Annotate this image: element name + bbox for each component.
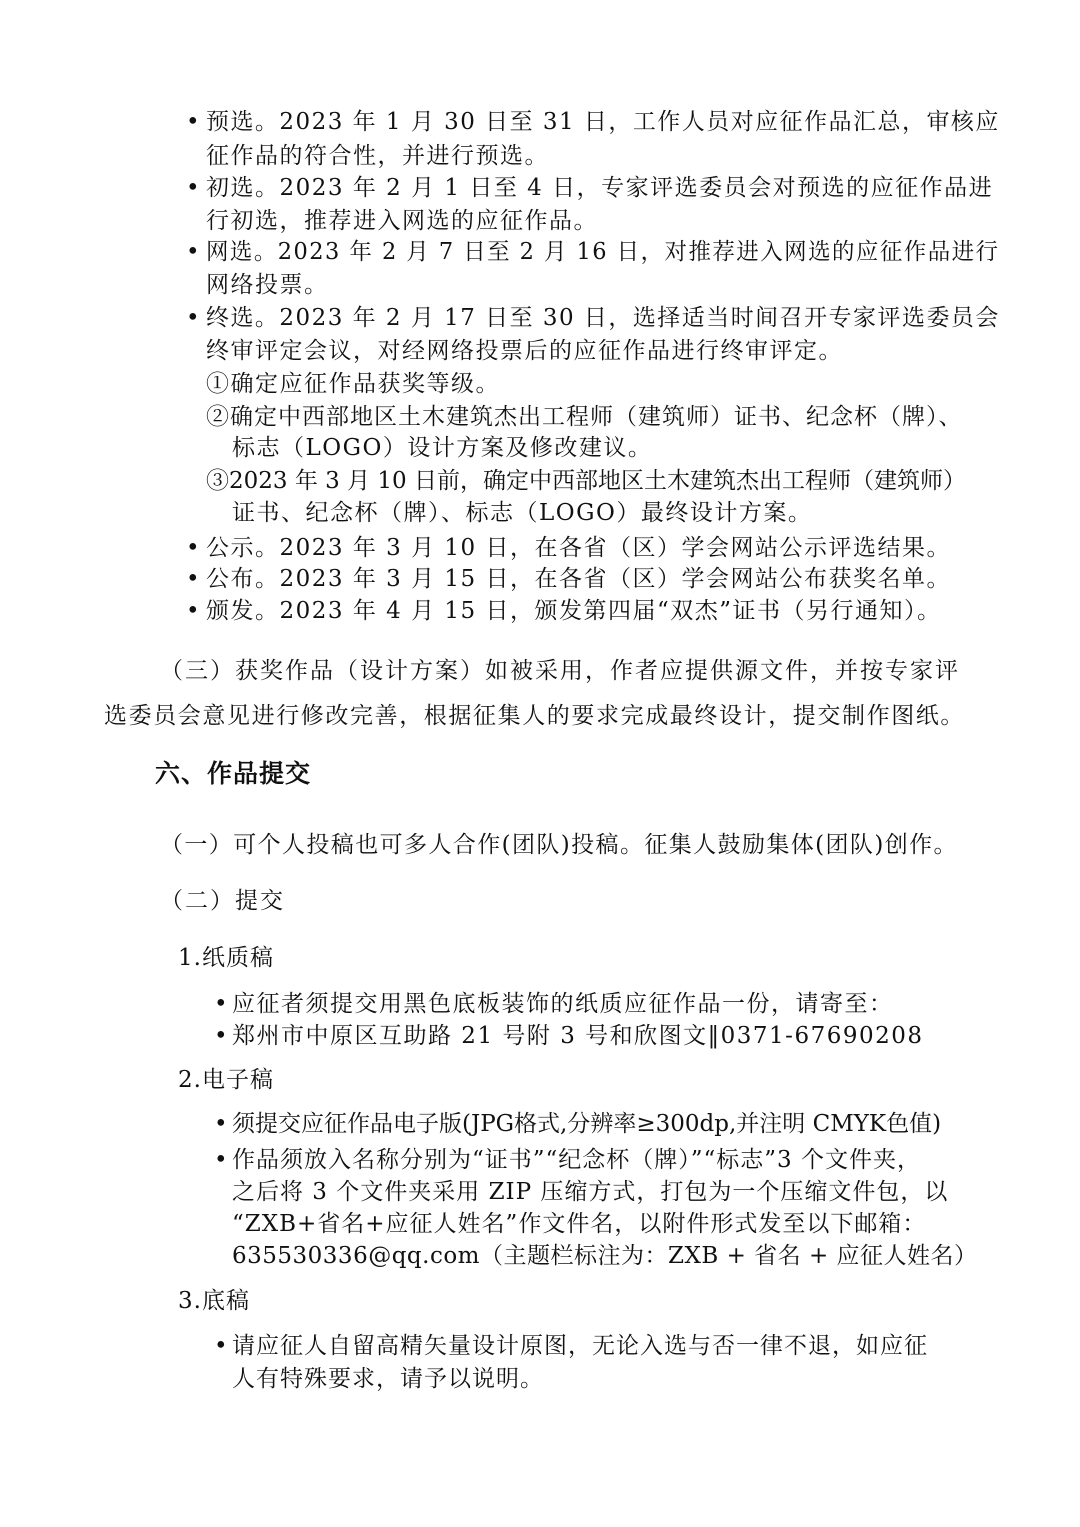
- paper-draft-title: 1.纸质稿: [178, 945, 274, 971]
- bullet-icon: •: [186, 239, 200, 265]
- final-step-2: ②确定中西部地区土木建筑杰出工程师（建筑师）证书、纪念杯（牌）、: [206, 404, 963, 430]
- final-step-2-continued: 标志（LOGO）设计方案及修改建议。: [232, 435, 653, 461]
- schedule-line: 行初选，推荐进入网选的应征作品。: [206, 208, 598, 234]
- schedule-item-publicity: 公示。2023 年 3 月 10 日，在各省（区）学会网站公示评选结果。: [206, 535, 951, 561]
- final-step-3-continued: 证书、纪念杯（牌）、标志（LOGO）最终设计方案。: [232, 500, 813, 526]
- electronic-folder-instruction: 之后将 3 个文件夹采用 ZIP 压缩方式，打包为一个压缩文件包，以: [232, 1179, 949, 1205]
- schedule-line: 预选。2023 年 1 月 30 日至 31 日，工作人员对应征作品汇总，审核应: [206, 109, 1000, 135]
- electronic-folder-instruction: “ZXB+省名+应征人姓名”作文件名，以附件形式发至以下邮箱：: [232, 1211, 927, 1237]
- electronic-format-requirement: 须提交应征作品电子版(JPG格式,分辨率≥300dp,并注明 CMYK色值): [232, 1111, 942, 1137]
- final-step-1: ①确定应征作品获奖等级。: [206, 371, 500, 397]
- paragraph-line: （三）获奖作品（设计方案）如被采用，作者应提供源文件，并按专家评: [160, 658, 960, 684]
- schedule-line: 初选。2023 年 2 月 1 日至 4 日，专家评选委员会对预选的应征作品进: [206, 175, 994, 201]
- bullet-icon: •: [186, 305, 200, 331]
- bullet-icon: •: [214, 1147, 228, 1173]
- base-draft-instruction: 请应征人自留高精矢量设计原图，无论入选与否一律不退，如应征: [232, 1333, 928, 1359]
- schedule-line: 终选。2023 年 2 月 17 日至 30 日，选择适当时间召开专家评选委员会: [206, 305, 1000, 331]
- schedule-line: 终审评定会议，对经网络投票后的应征作品进行终审评定。: [206, 338, 843, 364]
- electronic-draft-title: 2.电子稿: [178, 1067, 274, 1093]
- base-draft-instruction: 人有特殊要求，请予以说明。: [232, 1366, 544, 1392]
- electronic-folder-instruction: 作品须放入名称分别为“证书”“纪念杯（牌）”“标志”3 个文件夹，: [232, 1147, 921, 1173]
- bullet-icon: •: [214, 1111, 228, 1137]
- bullet-icon: •: [214, 991, 228, 1017]
- submission-item-one: （一）可个人投稿也可多人合作(团队)投稿。征集人鼓励集体(团队)创作。: [160, 832, 958, 858]
- section-heading: 六、作品提交: [155, 759, 312, 788]
- submission-email: 635530336@qq.com（主题栏标注为：ZXB + 省名 + 应征人姓名）: [232, 1243, 978, 1269]
- base-draft-title: 3.底稿: [178, 1288, 250, 1314]
- paper-draft-instruction: 应征者须提交用黑色底板装饰的纸质应征作品一份，请寄至：: [232, 991, 894, 1017]
- bullet-icon: •: [186, 175, 200, 201]
- final-step-3: ③2023 年 3 月 10 日前，确定中西部地区土木建筑杰出工程师（建筑师）: [206, 468, 966, 494]
- schedule-item-announcement: 公布。2023 年 3 月 15 日，在各省（区）学会网站公布获奖名单。: [206, 566, 951, 592]
- schedule-line: 征作品的符合性，并进行预选。: [206, 143, 549, 169]
- mailing-address: 郑州市中原区互助路 21 号附 3 号和欣图文‖0371-67690208: [232, 1023, 924, 1049]
- bullet-icon: •: [186, 109, 200, 135]
- schedule-line: 网选。2023 年 2 月 7 日至 2 月 16 日，对推荐进入网选的应征作品进行: [206, 239, 1000, 265]
- bullet-icon: •: [214, 1023, 228, 1049]
- bullet-icon: •: [214, 1333, 228, 1359]
- submission-item-two: （二）提交: [160, 888, 285, 914]
- paragraph-line: 选委员会意见进行修改完善，根据征集人的要求完成最终设计，提交制作图纸。: [104, 703, 965, 729]
- schedule-line: 网络投票。: [206, 272, 329, 298]
- bullet-icon: •: [186, 566, 200, 592]
- bullet-icon: •: [186, 598, 200, 624]
- schedule-item-award: 颁发。2023 年 4 月 15 日，颁发第四届“双杰”证书（另行通知）。: [206, 598, 942, 624]
- bullet-icon: •: [186, 535, 200, 561]
